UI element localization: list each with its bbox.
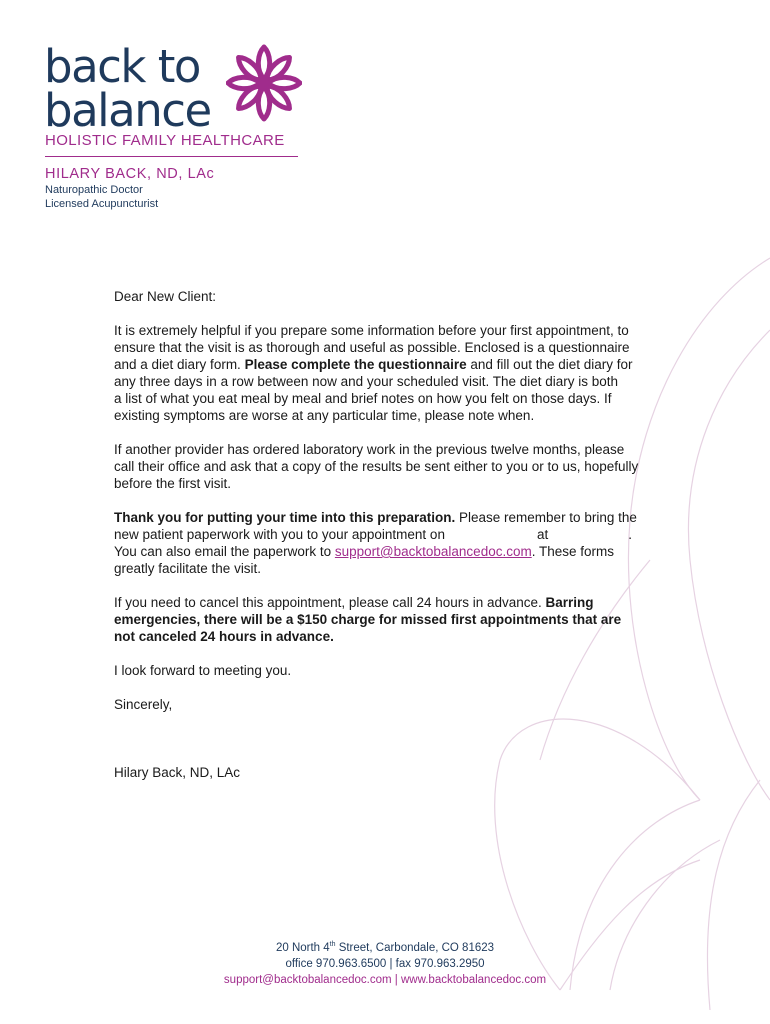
letter-line	[114, 509, 659, 526]
logo-divider	[45, 156, 298, 157]
letter-text: Please remember to bring the	[455, 510, 637, 525]
letter-line	[114, 594, 659, 611]
letter-text: .	[628, 527, 632, 542]
letter-line: It is extremely helpful if you prepare some information before your first appointment, to	[114, 323, 629, 338]
paragraph-lab-work	[114, 441, 659, 492]
logo-text-line1: back to	[44, 40, 200, 93]
letter-text: and fill out the diet diary for	[466, 357, 633, 372]
letter-line: call their office and ask that a copy of the results be sent either to you or to us, hopefully	[114, 459, 639, 474]
signoff: Sincerely,	[114, 697, 173, 712]
signature: Hilary Back, ND, LAc	[114, 765, 241, 780]
letter-line	[114, 526, 659, 543]
letter-text: at	[536, 527, 549, 542]
cancellation-emphasis: not canceled 24 hours in advance.	[114, 629, 334, 644]
cancellation-emphasis: emergencies, there will be a $150 charge for missed first appointments that are	[114, 612, 622, 627]
letter-line: before the first visit.	[114, 476, 232, 491]
paragraph-paperwork	[114, 509, 659, 577]
logo-text-line2: balance	[44, 84, 211, 137]
closing-line: I look forward to meeting you.	[114, 663, 292, 678]
letter-line: greatly facilitate the visit.	[114, 561, 262, 576]
letter-line: If another provider has ordered laboratory work in the previous twelve months, please	[114, 442, 625, 457]
letter-line: ensure that the visit is as thorough and useful as possible. Enclosed is a questionnaire	[114, 340, 630, 355]
doctor-title-naturopathic: Naturopathic Doctor	[45, 184, 143, 196]
letter-text: . These forms	[531, 544, 614, 559]
footer-web-links[interactable]: support@backtobalancedoc.com | www.backtobalancedoc.com	[223, 973, 547, 986]
letter-text: You can also email the paperwork to	[114, 544, 335, 559]
letter-line: a list of what you eat meal by meal and brief notes on how you felt on those days. If	[114, 391, 612, 406]
footer-phone: office 970.963.6500 | fax 970.963.2950	[285, 957, 485, 970]
logo-tagline: HOLISTIC FAMILY HEALTHCARE	[45, 132, 285, 149]
letter-text: and a diet diary form.	[114, 357, 245, 372]
paragraph-cancellation	[114, 594, 659, 645]
letter-line	[114, 356, 659, 373]
questionnaire-emphasis: Please complete the questionnaire	[244, 357, 467, 372]
thank-you-emphasis: Thank you for putting your time into this preparation.	[114, 510, 456, 525]
paragraph-preparation	[114, 322, 659, 424]
doctor-title-acupuncturist: Licensed Acupuncturist	[45, 198, 159, 210]
letter-text: new patient paperwork with you to your appointment on	[114, 527, 445, 542]
footer-address	[0, 937, 770, 956]
cancellation-emphasis: Barring	[545, 595, 594, 610]
letter-body	[114, 288, 659, 781]
flower-icon	[226, 44, 302, 122]
support-email-link[interactable]: support@backtobalancedoc.com	[334, 544, 532, 559]
letter-line	[114, 543, 659, 560]
footer	[0, 937, 770, 988]
letter-line: any three days in a row between now and your scheduled visit. The diet diary is both	[114, 374, 619, 389]
letter-line	[114, 611, 659, 628]
footer-address-text: 20 North 4	[275, 941, 330, 954]
footer-address-sup: th	[329, 941, 336, 948]
letter-line: existing symptoms are worse at any particular time, please note when.	[114, 408, 535, 423]
letter-line	[114, 628, 659, 645]
salutation: Dear New Client:	[114, 289, 217, 304]
footer-address-text: Street, Carbondale, CO 81623	[335, 941, 495, 954]
letter-text: If you need to cancel this appointment, please call 24 hours in advance.	[114, 595, 546, 610]
doctor-name: HILARY BACK, ND, LAc	[45, 166, 215, 182]
